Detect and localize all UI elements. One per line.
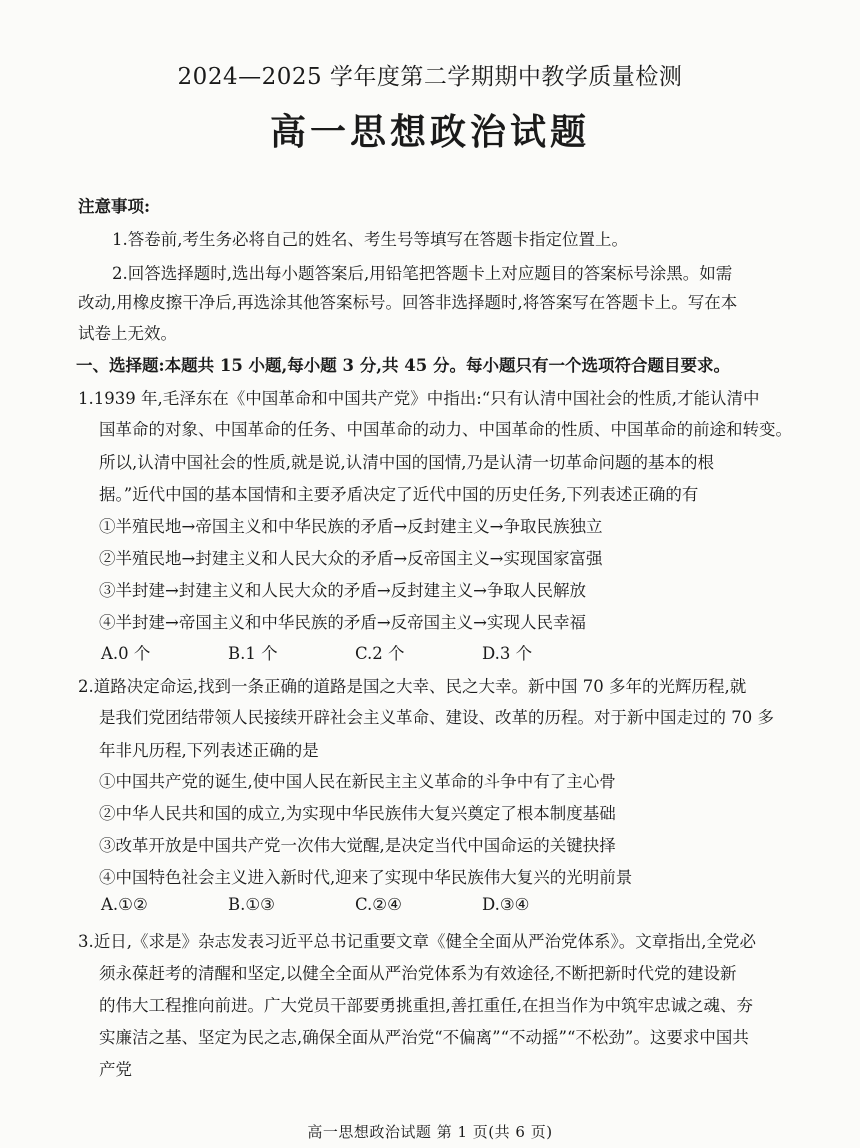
q2-statement-1: ①中国共产党的诞生,使中国人民在新民主主义革命的斗争中有了主心骨	[99, 772, 616, 791]
q2-options	[101, 895, 609, 914]
q1-statement-4: ④半封建→帝国主义和中华民族的矛盾→反帝国主义→实现人民幸福	[99, 613, 586, 632]
q2-option-c[interactable]: C.②④	[355, 895, 402, 914]
q3-stem-line-3: 的伟大工程推向前进。广大党员干部要勇挑重担,善扛重任,在担当作为中筑牢忠诚之魂、夯	[99, 996, 753, 1015]
q2-option-a[interactable]: A.①②	[101, 895, 148, 914]
q2-statement-2: ②中华人民共和国的成立,为实现中华民族伟大复兴奠定了根本制度基础	[99, 804, 616, 823]
q3-stem-line-5: 产党	[99, 1060, 132, 1079]
q1-option-c[interactable]: C.2 个	[355, 644, 405, 663]
q3-stem-line-1: 3.近日,《求是》杂志发表习近平总书记重要文章《健全全面从严治党体系》。文章指出,全党必	[78, 932, 756, 951]
q3-stem-line-4: 实廉洁之基、坚定为民之志,确保全面从严治党“不偏离”“不动摇”“不松劲”。这要求中国共	[99, 1028, 749, 1047]
q1-option-b[interactable]: B.1 个	[228, 644, 278, 663]
q1-statement-2: ②半殖民地→封建主义和人民大众的矛盾→反帝国主义→实现国家富强	[99, 549, 603, 568]
exam-header: 2024—2025 学年度第二学期期中教学质量检测	[177, 64, 683, 90]
q2-statement-3: ③改革开放是中国共产党一次伟大觉醒,是决定当代中国命运的关键抉择	[99, 836, 616, 855]
notice-item-2-line-3: 试卷上无效。	[78, 324, 177, 343]
q1-statement-3: ③半封建→封建主义和人民大众的矛盾→反封建主义→争取人民解放	[99, 581, 586, 600]
q1-stem-line-2: 国革命的对象、中国革命的任务、中国革命的动力、中国革命的性质、中国革命的前途和转变。	[99, 420, 792, 439]
q1-option-d[interactable]: D.3 个	[482, 644, 533, 663]
q2-option-d[interactable]: D.③④	[482, 895, 530, 914]
q3-stem-line-2: 须永葆赶考的清醒和坚定,以健全全面从严治党体系为有效途径,不断把新时代党的建设新	[99, 964, 737, 983]
q1-stem-line-3: 所以,认清中国社会的性质,就是说,认清中国的国情,乃是认清一切革命问题的基本的根	[99, 453, 714, 472]
q2-stem-line-3: 年非凡历程,下列表述正确的是	[99, 741, 319, 760]
notice-item-2-line-2: 改动,用橡皮擦干净后,再选涂其他答案标号。回答非选择题时,将答案写在答题卡上。写在本	[78, 293, 738, 312]
page-footer: 高一思想政治试题 第 1 页(共 6 页)	[307, 1123, 553, 1141]
q1-stem-line-4: 据。”近代中国的基本国情和主要矛盾决定了近代中国的历史任务,下列表述正确的有	[99, 485, 699, 504]
notice-item-1: 1.答卷前,考生务必将自己的姓名、考生号等填写在答题卡指定位置上。	[112, 230, 628, 249]
q1-options	[101, 640, 609, 664]
q2-stem-line-2: 是我们党团结带领人民接续开辟社会主义革命、建设、改革的历程。对于新中国走过的 70 多	[99, 708, 774, 727]
notice-heading: 注意事项:	[78, 197, 151, 216]
q2-option-b[interactable]: B.①③	[228, 895, 275, 914]
notice-item-2-line-1: 2.回答选择题时,选出每小题答案后,用铅笔把答题卡上对应题目的答案标号涂黑。如需	[112, 264, 733, 283]
q1-statement-1: ①半殖民地→帝国主义和中华民族的矛盾→反封建主义→争取民族独立	[99, 517, 603, 536]
page-title: 高一思想政治试题	[269, 111, 590, 153]
q2-stem-line-1: 2.道路决定命运,找到一条正确的道路是国之大幸、民之大幸。新中国 70 多年的光辉历程,就	[78, 677, 747, 696]
section-heading: 一、选择题:本题共 15 小题,每小题 3 分,共 45 分。每小题只有一个选项符合题目要求。	[76, 356, 730, 375]
exam-body	[78, 0, 800, 1148]
q2-statement-4: ④中国特色社会主义进入新时代,迎来了实现中华民族伟大复兴的光明前景	[99, 868, 633, 887]
q1-stem-line-1: 1.1939 年,毛泽东在《中国革命和中国共产党》中指出:“只有认清中国社会的性质,才能认清中	[78, 389, 760, 408]
q1-option-a[interactable]: A.0 个	[101, 644, 151, 663]
